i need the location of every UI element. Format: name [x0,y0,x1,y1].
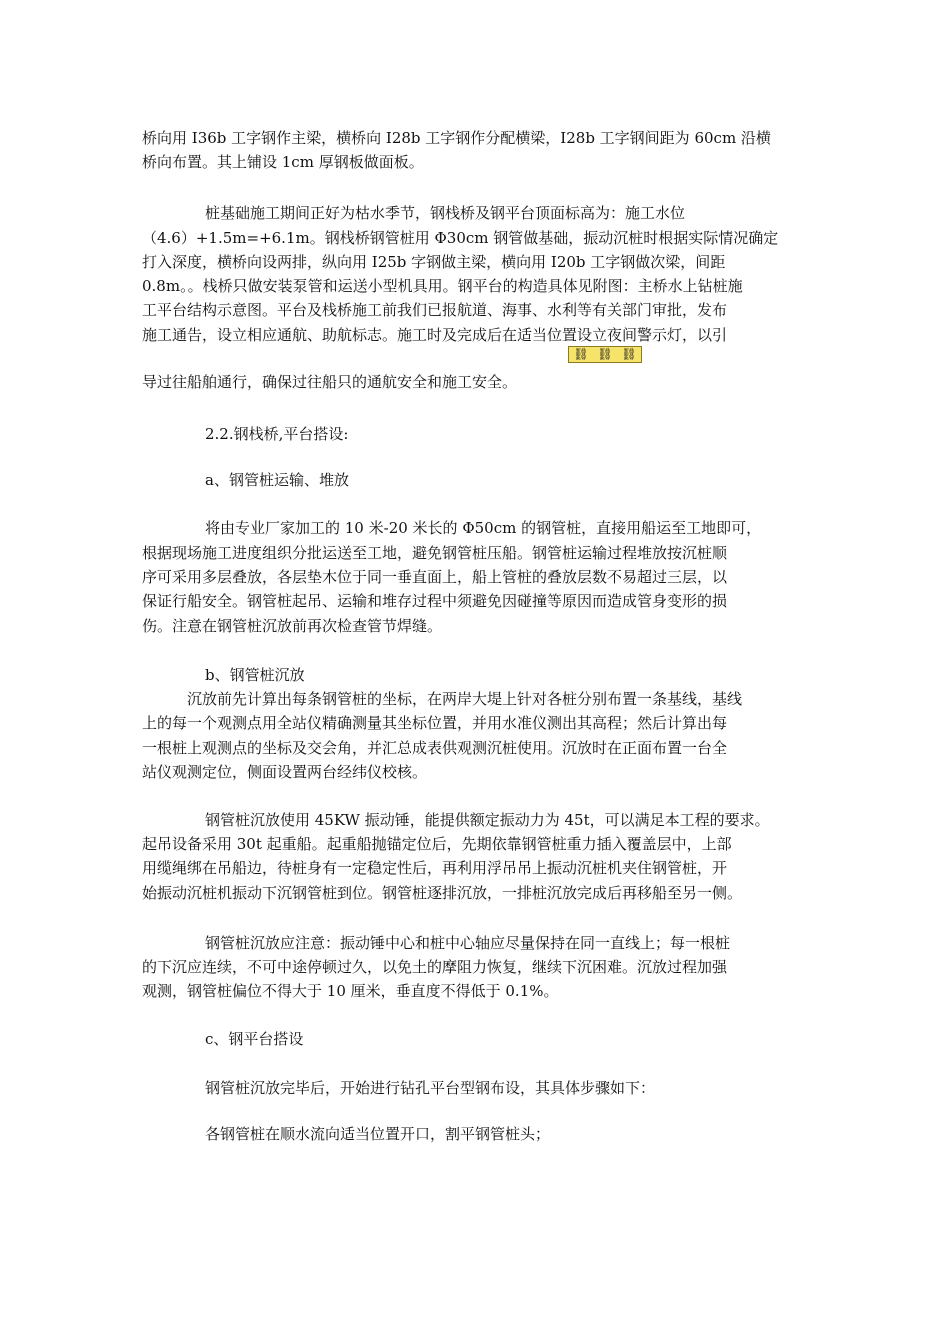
paragraph-3-line-4: 保证行船安全。钢管桩起吊、运输和堆存过程中须避免因碰撞等原因而造成管身变形的损 [142,592,728,610]
paragraph-4-line-4: 站仪观测定位，侧面设置两台经纬仪校核。 [142,763,428,781]
paragraph-5-line-3: 用缆绳绑在吊船边，待桩身有一定稳定性后，再利用浮吊吊上振动沉桩机夹住钢管桩，开 [142,859,728,877]
paragraph-3-line-2: 根据现场施工进度组织分批运送至工地，避免钢管桩压船。钢管桩运输过程堆放按沉桩顺 [142,544,728,562]
subheading-c: c、钢平台搭设 [205,1030,304,1048]
paragraph-2-line-6: 施工通告，设立相应通航、助航标志。施工时及完成后在适当位置设立夜间警示灯，以引 [142,326,728,344]
paragraph-3-line-5: 伤。注意在钢管桩沉放前再次检查管节焊缝。 [142,617,443,635]
link-icon[interactable]: ⛓ [573,347,589,361]
paragraph-2-line-1: 桩基础施工期间正好为枯水季节，钢栈桥及钢平台顶面标高为：施工水位 [205,204,686,222]
paragraph-2-line-7: 导过往船舶通行，确保过往船只的通航安全和施工安全。 [142,373,518,391]
paragraph-5-line-4: 始振动沉桩机振动下沉钢管桩到位。钢管桩逐排沉放，一排桩沉放完成后再移船至另一侧。 [142,884,743,902]
paragraph-2-line-5: 工平台结构示意图。平台及栈桥施工前我们已报航道、海事、水利等有关部门审批，发布 [142,301,728,319]
paragraph-2-line-4: 0.8m。。栈桥只做安装泵管和运送小型机具用。钢平台的构造具体见附图：主桥水上钻桩施 [142,277,743,295]
subheading-a: a、钢管桩运输、堆放 [205,471,349,489]
link-icon[interactable]: ⛓ [597,347,613,361]
paragraph-6-line-2: 的下沉应连续，不可中途停顿过久，以免土的摩阻力恢复，继续下沉困难。沉放过程加强 [142,958,728,976]
paragraph-2-line-2: （4.6）+1.5m=+6.1m。钢栈桥钢管桩用 Φ30cm 钢管做基础，振动沉桩时根据实际情况确定 [142,229,779,247]
link-icon[interactable]: ⛓ [621,347,637,361]
paragraph-1-line-2: 桥向布置。其上铺设 1cm 厚钢板做面板。 [142,153,424,171]
inline-object-icons[interactable] [568,346,642,363]
paragraph-3-line-3: 序可采用多层叠放，各层垫木位于同一垂直面上，船上管桩的叠放层数不易超过三层，以 [142,568,728,586]
paragraph-2-line-3: 打入深度，横桥向设两排，纵向用 I25b 字钢做主梁，横向用 I20b 工字钢做次梁，间距 [142,253,726,271]
paragraph-8: 各钢管桩在顺水流向适当位置开口，割平钢管桩头； [205,1125,551,1143]
paragraph-3-line-1: 将由专业厂家加工的 10 米-20 米长的 Φ50cm 的钢管桩，直接用船运至工地即可， [205,519,762,537]
paragraph-4-line-2: 上的每一个观测点用全站仪精确测量其坐标位置，并用水准仪测出其高程；然后计算出每 [142,714,728,732]
paragraph-6-line-3: 观测，钢管桩偏位不得大于 10 厘米，垂直度不得低于 0.1%。 [142,982,559,1000]
paragraph-4-line-1: 沉放前先计算出每条钢管桩的坐标，在两岸大堤上针对各桩分别布置一条基线，基线 [187,690,743,708]
paragraph-1-line-1: 桥向用 I36b 工字钢作主梁，横桥向 I28b 工字钢作分配横梁，I28b 工字钢间距为 60cm 沿横 [142,129,771,147]
paragraph-4-line-3: 一根桩上观测点的坐标及交会角，并汇总成表供观测沉桩使用。沉放时在正面布置一台全 [142,739,728,757]
paragraph-5-line-1: 钢管桩沉放使用 45KW 振动锤，能提供额定振动力为 45t，可以满足本工程的要求。 [205,811,770,829]
subheading-b: b、钢管桩沉放 [205,666,305,684]
section-heading-2-2: 2.2.钢栈桥,平台搭设: [205,425,349,443]
paragraph-5-line-2: 起吊设备采用 30t 起重船。起重船抛锚定位后，先期依靠钢管桩重力插入覆盖层中，上部 [142,835,732,853]
paragraph-7: 钢管桩沉放完毕后，开始进行钻孔平台型钢布设，其具体步骤如下： [205,1079,656,1097]
paragraph-6-line-1: 钢管桩沉放应注意：振动锤中心和桩中心轴应尽量保持在同一直线上；每一根桩 [205,934,731,952]
